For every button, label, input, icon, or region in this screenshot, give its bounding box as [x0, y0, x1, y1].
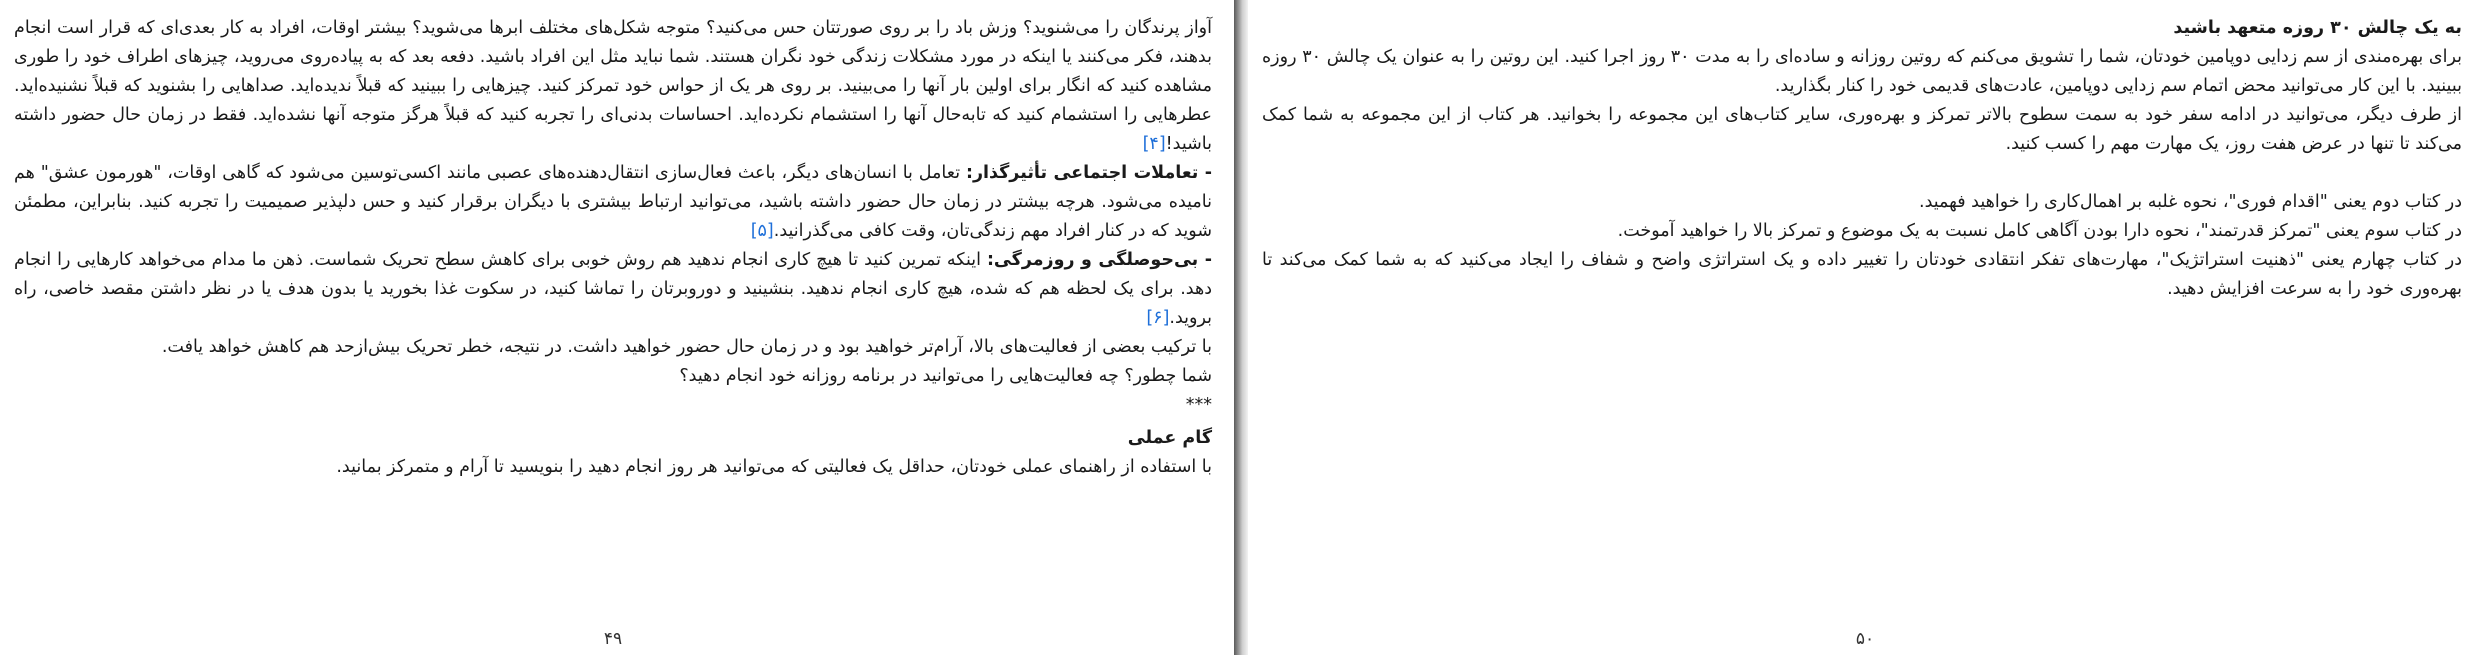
paragraph-challenge: برای بهره‌مندی از سم زدایی دوپامین خودتان، شما را تشویق می‌کنم که روتین روزانه و ساده‌ای را به مدت ۳۰ روز اجرا کنید. این روتین را به عنوان یک چالش ۳۰ روزه ببینید. با این کار می‌توانید محض اتمام سم زدایی دوپامین، عادت‌های قدیمی خود را کنار بگذارید.: [1262, 47, 2463, 96]
paragraph-book-two: در کتاب دوم یعنی "اقدام فوری"، نحوه غلبه بر اهمال‌کاری را خواهید فهمید.: [1919, 192, 2462, 212]
footnote-link-6[interactable]: [۶]: [1146, 308, 1170, 328]
paragraph-senses: آواز پرندگان را می‌شنوید؟ وزش باد را بر روی صورتتان حس می‌کنید؟ متوجه شکل‌های مختلف ابرها می‌شوید؟ بیشتر اوقات، افراد به کار بعدی‌ای که قرار است انجام بدهند، فکر می‌کنند یا اینکه در مورد مشکلات زندگی خود نگران هستند. شما نباید مثل این افراد باشید. دفعه بعد که به پیاده‌روی می‌روید، چیزهای اطراف خود را طوری مشاهده کنید که انگار برای اولین بار آنها را می‌بینید. بر روی هر یک از حواس خود تمرکز کنید. چیزهایی را ببینید که قبلاً ندیده‌اید. صداهایی را بشنوید که قبلاً نشنیده‌اید. عطرهایی را استشمام کنید که تابه‌حال آنها را استشمام نکرده‌اید. احساسات بدنی‌ای را تجربه کنید که قبلاً هرگز متوجه آنها نشده‌اید. فقط در زمان حال حضور داشته باشید![۴]: [14, 18, 1212, 154]
paragraph-summary: با ترکیب بعضی از فعالیت‌های بالا، آرام‌تر خواهید بود و در زمان حال حضور خواهید داشت. در نتیجه، خطر تحریک بیش‌ازحد هم کاهش خواهد یافت.: [161, 337, 1212, 357]
page-50: [1248, 0, 2482, 655]
page-49: [0, 0, 1234, 655]
page-49-text: [14, 14, 1212, 482]
paragraph-action-step: با استفاده از راهنمای عملی خودتان، حداقل یک فعالیتی که می‌توانید هر روز انجام دهید را بنویسید تا آرام و متمرکز بمانید.: [336, 457, 1212, 477]
paragraph-social-interactions: - تعاملات اجتماعی تأثیرگذار: تعامل با انسان‌های دیگر، باعث فعال‌سازی انتقال‌دهنده‌های عصبی مانند اکسی‌توسین می‌شود که گاهی اوقات، "هورمون عشق" هم نامیده می‌شود. هرچه بیشتر در زمان حال حضور داشته باشید، می‌توانید ارتباط بیشتری با دیگران برقرار کنید و حس دلپذیر صمیمیت را تجربه کنید. بنابراین، مطمئن شوید که در کنار افراد مهم زندگی‌تان، وقت کافی می‌گذرانید.[۵]: [14, 163, 1212, 241]
page-number-50: ۵۰: [1855, 629, 1875, 649]
paragraph-book-four: در کتاب چهارم یعنی "ذهنیت استراتژیک"، مهارت‌های تفکر انتقادی خودتان را تغییر داده و یک استراتژی واضح و شفاف را ایجاد می‌کنید که به شما کمک می‌کند تا بهره‌وری خود را به سرعت افزایش دهید.: [1262, 250, 2462, 299]
page-number-49: ۴۹: [603, 629, 623, 649]
paragraph-series: از طرف دیگر، می‌توانید در ادامه سفر خود به سمت سطوح بالاتر تمرکز و بهره‌وری، سایر کتاب‌های این مجموعه را بخوانید. هر کتاب از این مجموعه به شما کمک می‌کند تا تنها در عرض هفت روز، یک مهارت مهم را کسب کنید.: [1262, 105, 2462, 154]
book-gutter: [1234, 0, 1248, 655]
paragraph-book-three: در کتاب سوم یعنی "تمرکز قدرتمند"، نحوه دارا بودن آگاهی کامل نسبت به یک موضوع و تمرکز بالا را خواهید آموخت.: [1617, 221, 2462, 241]
section-separator: ***: [1185, 395, 1212, 415]
footnote-link-5[interactable]: [۵]: [750, 221, 774, 241]
heading-action-step: گام عملی: [1127, 428, 1212, 448]
paragraph-boredom: - بی‌حوصلگی و روزمرگی: اینکه تمرین کنید تا هیچ کاری انجام ندهید هم روش خوبی برای کاهش سطح تحریک شماست. ذهن ما مدام می‌خواهد کارهایی را انجام دهد. برای یک لحظه هم که شده، هیچ کاری انجام ندهید. بنشینید و دوروبرتان را تماشا کنید، در سکوت غذا بخورید یا بدون هدف یا در نظر داشتن مقصد خاصی، راه بروید.[۶]: [14, 250, 1212, 328]
bullet-title-social: - تعاملات اجتماعی تأثیرگذار:: [965, 163, 1212, 183]
heading-30-day-challenge: به یک چالش ۳۰ روزه متعهد باشید: [2173, 18, 2462, 38]
footnote-link-4[interactable]: [۴]: [1142, 134, 1166, 154]
bullet-title-boredom: - بی‌حوصلگی و روزمرگی:: [986, 250, 1212, 270]
paragraph-question: شما چطور؟ چه فعالیت‌هایی را می‌توانید در برنامه روزانه خود انجام دهید؟: [679, 366, 1212, 386]
page-50-text: [1262, 14, 2462, 304]
